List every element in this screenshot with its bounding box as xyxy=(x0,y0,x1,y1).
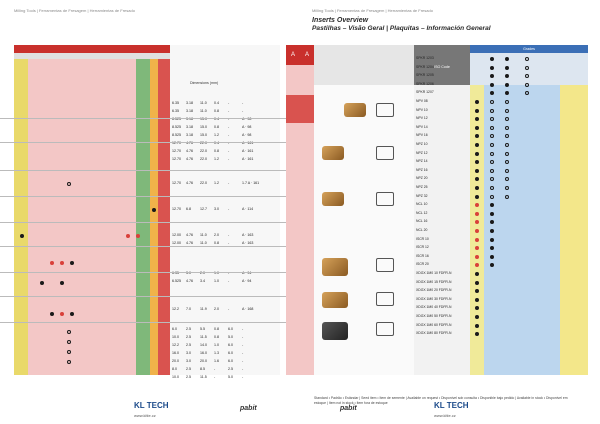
insert-drawing xyxy=(376,292,394,306)
insert-drawing xyxy=(376,322,394,336)
iso-code: NCL 12 xyxy=(416,210,428,215)
dims-cell: 0.8 xyxy=(214,149,219,153)
dims-cell: 3.18 xyxy=(186,117,193,121)
dims-row xyxy=(172,279,278,283)
row-divider xyxy=(0,272,286,273)
iso-code: NPZ 16 xyxy=(416,167,428,172)
iso-code: ISCR 20 xyxy=(416,262,429,267)
dims-row xyxy=(172,207,278,211)
grade-dot xyxy=(505,152,509,156)
material-color-block xyxy=(14,45,170,375)
iso-code: NPV 10 xyxy=(416,107,428,112)
dims-cell: 15.0 xyxy=(200,125,207,129)
row-divider xyxy=(0,196,286,197)
iso-code: NPV 12 xyxy=(416,116,428,121)
dims-cell: 10.0 xyxy=(172,375,179,379)
dims-cell: 1.2 xyxy=(214,181,219,185)
iso-code: XDGX 1M0 50 FDFR-N xyxy=(416,314,452,318)
right-brand: pabit xyxy=(340,405,357,412)
insert-drawing xyxy=(376,103,394,117)
iso-code: NCL 10 xyxy=(416,202,428,207)
dims-cell: 1.0 xyxy=(214,271,219,275)
dims-cell: 1.0 xyxy=(214,279,219,283)
iso-code: NPZ 32 xyxy=(416,193,428,198)
dims-cell: 6.35 xyxy=(172,101,179,105)
grade-dot xyxy=(490,100,494,104)
dims-cell: 20.0 xyxy=(200,359,207,363)
iso-code: NPV 14 xyxy=(416,124,428,129)
iso-code: SPKR 1203 xyxy=(416,56,434,60)
left-logo: KL TECH xyxy=(134,401,169,410)
dims-row xyxy=(172,149,278,153)
dims-row xyxy=(172,335,278,339)
grade-dot xyxy=(475,186,479,190)
dims-cell: 5.0 xyxy=(228,335,233,339)
dims-cell: 6.0 xyxy=(228,351,233,355)
grade-dot xyxy=(490,186,494,190)
dims-cell: 14.0 xyxy=(200,343,207,347)
grade-dot xyxy=(60,281,64,285)
dims-cell: - xyxy=(228,207,230,211)
dims-row xyxy=(172,327,278,331)
dims-cell: 3.18 xyxy=(186,109,193,113)
grade-dot xyxy=(67,340,71,344)
dims-cell: 3.4 xyxy=(200,279,205,283)
dims-cell: 0.8 xyxy=(214,327,219,331)
dims-cell: 3.18 xyxy=(186,125,193,129)
dims-cell: 15.0 xyxy=(200,133,207,137)
dims-cell: A · 98 xyxy=(242,125,252,129)
iso-code: ISCR 10 xyxy=(416,236,429,241)
dims-row xyxy=(172,351,278,355)
grade-dot xyxy=(490,57,494,61)
grade-dot xyxy=(152,208,156,212)
dims-cell: 0.4 xyxy=(214,141,219,145)
codes-panel xyxy=(414,45,470,375)
iso-code: XDGX 1M0 60 FDFR-N xyxy=(416,322,452,327)
dims-cell: 11.5 xyxy=(200,335,207,339)
dims-cell: 4.76 xyxy=(186,279,193,283)
dims-row xyxy=(172,343,278,347)
right-tab-spine xyxy=(300,45,314,375)
page-title: Inserts Overview xyxy=(312,17,369,24)
right-page-header: Milling Tools | Ferramentas de Fresagem | Herramientas de Fresado xyxy=(312,8,433,13)
dims-row xyxy=(172,133,278,137)
dims-cell: 12.70 xyxy=(172,149,181,153)
dims-cell: A · 98 xyxy=(242,133,252,137)
dims-cell: - xyxy=(228,101,230,105)
dims-cell: 4.76 xyxy=(186,233,193,237)
dims-cell: 20.0 xyxy=(172,359,179,363)
dims-cell: A · 168 xyxy=(242,307,254,311)
dims-cell: - xyxy=(242,375,244,379)
dims-cell: 6.35 xyxy=(172,109,179,113)
dims-cell: A · 161 xyxy=(242,149,254,153)
iso-code: XDGX 1M0 40 FDFR-N xyxy=(416,305,452,310)
grade-dot xyxy=(525,57,529,61)
grade-dot xyxy=(475,152,479,156)
dims-cell: - xyxy=(228,307,230,311)
grade-dot xyxy=(475,255,479,259)
dims-cell: 6.0 xyxy=(228,343,233,347)
grade-dot xyxy=(505,109,509,113)
iso-code: NPZ 20 xyxy=(416,176,428,181)
dims-cell: 11.0 xyxy=(200,241,207,245)
dims-cell: 3.0 xyxy=(186,359,191,363)
legend: Standard • Padrão • Estándar | Seed item • Item de semente | Available on request • Disponível sob consulta • Disponible bajo pedido | Available in stock • Disponível em estoque | Item not in stock • Item fora de estoque xyxy=(314,396,568,405)
grade-dot xyxy=(475,281,479,285)
dims-cell: - xyxy=(242,359,244,363)
dims-cell: 1.6 xyxy=(214,359,219,363)
insert-drawing xyxy=(376,258,394,272)
dims-cell: 0.8 xyxy=(214,241,219,245)
iso-code: NPV 08 xyxy=(416,99,428,103)
right-section-tab[interactable]: A xyxy=(300,45,314,65)
dims-row xyxy=(172,375,278,379)
iso-code: NPV 16 xyxy=(416,133,428,138)
dims-header: Dimensions (mm) xyxy=(190,81,219,85)
grade-dot xyxy=(40,281,44,285)
iso-code: NCL 16 xyxy=(416,219,428,224)
iso-code: SPKR 1204 xyxy=(416,64,434,69)
dims-cell: A · 163 xyxy=(242,233,254,237)
dims-cell: - xyxy=(228,125,230,129)
dims-cell: 0.8 xyxy=(214,109,219,113)
dims-cell: A · 98 xyxy=(242,117,252,121)
dims-cell: - xyxy=(228,241,230,245)
iso-code: XDGX 1M0 15 FDFR-N xyxy=(416,279,452,284)
insert-photo xyxy=(344,103,366,117)
dims-cell: 1.0 xyxy=(214,343,219,347)
dims-cell: - xyxy=(228,233,230,237)
dims-row xyxy=(172,241,278,245)
right-url[interactable]: www.kltie.cz xyxy=(434,413,456,418)
dims-cell: 5.5 xyxy=(200,327,205,331)
grade-dot xyxy=(67,350,71,354)
dims-cell: 11.0 xyxy=(200,109,207,113)
row-divider xyxy=(0,296,286,297)
grade-dot xyxy=(490,229,494,233)
grade-dot xyxy=(505,57,509,61)
insert-photo xyxy=(322,192,344,206)
iso-code: ISCR 12 xyxy=(416,245,429,250)
dims-cell: - xyxy=(214,375,216,379)
dims-row xyxy=(172,109,278,113)
dims-cell: 22.0 xyxy=(200,157,207,161)
grade-dot xyxy=(70,312,74,316)
dims-cell: A · 114 xyxy=(242,207,254,211)
dims-cell: 2.0 xyxy=(200,271,205,275)
grade-dot xyxy=(490,169,494,173)
grade-dot xyxy=(475,238,479,242)
grade-dot xyxy=(505,100,509,104)
grade-dot xyxy=(50,261,54,265)
dims-cell: 3.18 xyxy=(186,101,193,105)
dims-cell: 15.0 xyxy=(200,117,207,121)
iso-code: NCL 20 xyxy=(416,228,428,232)
grade-dot xyxy=(525,66,529,70)
dims-cell: 16.0 xyxy=(200,351,207,355)
grades-header: Grades xyxy=(470,45,588,53)
dims-cell: - xyxy=(228,133,230,137)
dims-cell: 6.8 xyxy=(186,207,191,211)
grade-dot xyxy=(490,238,494,242)
grade-dot xyxy=(20,234,24,238)
dims-cell: 12.00 xyxy=(172,233,181,237)
dims-cell: 22.0 xyxy=(200,149,207,153)
dims-cell: - xyxy=(214,367,216,371)
dims-cell: 12.7 xyxy=(200,207,207,211)
iso-code: XDGX 1M0 10 FDFR-N xyxy=(416,271,452,275)
grade-dot xyxy=(70,261,74,265)
left-tab-spine xyxy=(286,45,300,375)
dims-cell: A · 163 xyxy=(242,241,254,245)
dims-cell: 2.5 xyxy=(228,367,233,371)
dims-cell: 10.0 xyxy=(172,335,179,339)
iso-code: NPZ 25 xyxy=(416,185,428,189)
dims-cell: 0.8 xyxy=(214,335,219,339)
grade-dot xyxy=(475,212,479,216)
dims-cell: 12.70 xyxy=(172,207,181,211)
dims-cell: 3.18 xyxy=(186,133,193,137)
dims-cell: 6.35 xyxy=(172,271,179,275)
grade-dot xyxy=(490,109,494,113)
dims-cell: - xyxy=(242,109,244,113)
grade-dot xyxy=(475,169,479,173)
dims-cell: A · 94 xyxy=(242,279,252,283)
grade-dot xyxy=(490,143,494,147)
dims-cell: 2.0 xyxy=(214,307,219,311)
dims-cell: - xyxy=(242,101,244,105)
dims-cell: - xyxy=(228,149,230,153)
dims-cell: 11.5 xyxy=(200,375,207,379)
dims-cell: 7.0 xyxy=(186,307,191,311)
dims-cell: 1.3 xyxy=(214,351,219,355)
grade-dot xyxy=(525,83,529,87)
grade-dot xyxy=(67,360,71,364)
iso-code: XDGX 1M0 20 FDFR-N xyxy=(416,288,452,293)
dims-cell: 3.0 xyxy=(186,351,191,355)
dims-row xyxy=(172,359,278,363)
grade-dot xyxy=(505,186,509,190)
grade-dot xyxy=(50,312,54,316)
dims-cell: 5.0 xyxy=(228,375,233,379)
grade-dot xyxy=(505,126,509,130)
dims-cell: - xyxy=(228,279,230,283)
dims-cell: 12.00 xyxy=(172,241,181,245)
dims-cell: A · 161 xyxy=(242,141,254,145)
left-section-tab[interactable]: A xyxy=(286,45,300,65)
iso-code: ISCR 16 xyxy=(416,253,429,258)
dims-cell: - xyxy=(228,141,230,145)
dims-row xyxy=(172,125,278,129)
dims-cell: 0.4 xyxy=(214,117,219,121)
grade-dot xyxy=(475,324,479,328)
insert-drawing xyxy=(376,192,394,206)
dims-cell: 4.76 xyxy=(186,141,193,145)
right-logo: KL TECH xyxy=(434,401,469,410)
iso-code: SPKR 1205 xyxy=(416,73,434,78)
dims-cell: 2.5 xyxy=(186,335,191,339)
iso-code: SPKR 1207 xyxy=(416,90,434,95)
right-page xyxy=(300,0,600,424)
grade-dot xyxy=(136,234,140,238)
grade-dot xyxy=(475,143,479,147)
dims-cell: A · 94 xyxy=(242,271,252,275)
dims-cell: 12.70 xyxy=(172,157,181,161)
grade-dot xyxy=(490,212,494,216)
row-divider xyxy=(0,170,286,171)
row-divider xyxy=(0,118,286,119)
dims-cell: 12.70 xyxy=(172,181,181,185)
grades-color-block xyxy=(470,45,588,375)
dims-cell: 12.2 xyxy=(172,307,179,311)
iso-code: NPZ 12 xyxy=(416,150,428,155)
dims-cell: 8.525 xyxy=(172,133,181,137)
grade-dot xyxy=(60,312,64,316)
dims-cell: 3.0 xyxy=(214,207,219,211)
dims-cell: 22.0 xyxy=(200,181,207,185)
dims-cell: 0.4 xyxy=(214,101,219,105)
left-page-header: Milling Tools | Ferramentas de Fresagem | Herramientas de Fresado xyxy=(14,8,135,13)
dims-row xyxy=(172,101,278,105)
grade-dot xyxy=(475,315,479,319)
grade-dot xyxy=(490,66,494,70)
insert-drawing xyxy=(376,146,394,160)
dims-cell: - xyxy=(228,109,230,113)
grade-dot xyxy=(475,298,479,302)
dims-cell: 2.5 xyxy=(186,375,191,379)
dims-cell: - xyxy=(228,117,230,121)
insert-photo xyxy=(322,292,348,308)
dims-cell: 8.5 xyxy=(200,367,205,371)
dims-cell: 12.70 xyxy=(172,141,181,145)
dims-cell: 12.2 xyxy=(172,343,179,347)
dims-row xyxy=(172,157,278,161)
dims-cell: 6.0 xyxy=(228,359,233,363)
iso-code: XDGX 1M0 80 FDFR-N xyxy=(416,331,452,336)
grade-dot xyxy=(505,83,509,87)
dims-cell: 1.2 xyxy=(214,133,219,137)
dims-cell: 11.0 xyxy=(200,233,207,237)
dims-cell: - xyxy=(228,181,230,185)
dims-cell: 16.0 xyxy=(172,351,179,355)
grade-dot xyxy=(505,143,509,147)
iso-code: SPKR 1206 xyxy=(416,81,434,86)
dims-cell: 1.7 A · 161 xyxy=(242,181,260,185)
grade-dot xyxy=(505,195,509,199)
dims-cell: 4.76 xyxy=(186,241,193,245)
dims-cell: 8.525 xyxy=(172,125,181,129)
row-divider xyxy=(0,246,286,247)
grade-dot xyxy=(475,229,479,233)
dims-cell: 11.9 xyxy=(200,307,207,311)
dims-cell: 4.76 xyxy=(186,181,193,185)
grade-dot xyxy=(475,195,479,199)
dims-cell: 8.525 xyxy=(172,117,181,121)
grade-dot xyxy=(67,330,71,334)
grade-dot xyxy=(60,261,64,265)
dims-cell: - xyxy=(242,343,244,347)
grade-dot xyxy=(490,83,494,87)
dims-cell: 6.0 xyxy=(228,327,233,331)
iso-code-header: ISO Code xyxy=(414,45,470,85)
dims-cell: - xyxy=(242,367,244,371)
dims-cell: - xyxy=(242,327,244,331)
dims-cell: 6.0 xyxy=(172,327,177,331)
grade-dot xyxy=(475,100,479,104)
dims-cell: 6.525 xyxy=(172,279,181,283)
dims-cell: - xyxy=(242,335,244,339)
dims-cell: 4.76 xyxy=(186,157,193,161)
left-brand: pabit xyxy=(240,405,257,412)
grade-dot xyxy=(490,126,494,130)
grade-dot xyxy=(490,152,494,156)
grade-dot xyxy=(475,109,479,113)
dims-cell: 0.8 xyxy=(214,125,219,129)
dims-cell: 22.0 xyxy=(200,141,207,145)
left-url[interactable]: www.kltie.cz xyxy=(134,413,156,418)
dims-cell: 4.76 xyxy=(186,149,193,153)
insert-photo xyxy=(322,322,348,340)
dims-cell: - xyxy=(228,271,230,275)
insert-photo xyxy=(322,146,344,160)
insert-photo xyxy=(322,258,348,276)
dims-cell: 2.5 xyxy=(186,367,191,371)
dims-cell: 2.5 xyxy=(186,327,191,331)
grade-dot xyxy=(67,182,71,186)
dims-cell: 8.0 xyxy=(172,367,177,371)
dims-cell: - xyxy=(242,351,244,355)
iso-code: NPZ 14 xyxy=(416,159,428,164)
dims-cell: 1.2 xyxy=(214,157,219,161)
grade-dot xyxy=(490,255,494,259)
dims-panel xyxy=(170,45,280,379)
dims-row xyxy=(172,233,278,237)
grade-dot xyxy=(475,272,479,276)
dims-cell: - xyxy=(228,157,230,161)
row-divider xyxy=(0,322,286,323)
iso-code: NPZ 10 xyxy=(416,142,428,146)
grade-dot xyxy=(505,66,509,70)
dims-row xyxy=(172,181,278,185)
dims-cell: 11.0 xyxy=(200,101,207,105)
iso-code: XDGX 1M0 30 FDFR-N xyxy=(416,296,452,301)
grade-dot xyxy=(490,195,494,199)
grade-dot xyxy=(505,169,509,173)
grade-dot xyxy=(126,234,130,238)
page-subtitle: Pastilhas – Visão Geral | Plaquitas – Información General xyxy=(312,25,491,32)
row-divider xyxy=(0,222,286,223)
dims-cell: 2.5 xyxy=(186,343,191,347)
dims-cell: A · 161 xyxy=(242,157,254,161)
dims-row xyxy=(172,367,278,371)
dims-cell: 3.0 xyxy=(186,271,191,275)
row-divider xyxy=(0,142,286,143)
grade-dot xyxy=(475,126,479,130)
dims-cell: 2.0 xyxy=(214,233,219,237)
dims-row xyxy=(172,307,278,311)
